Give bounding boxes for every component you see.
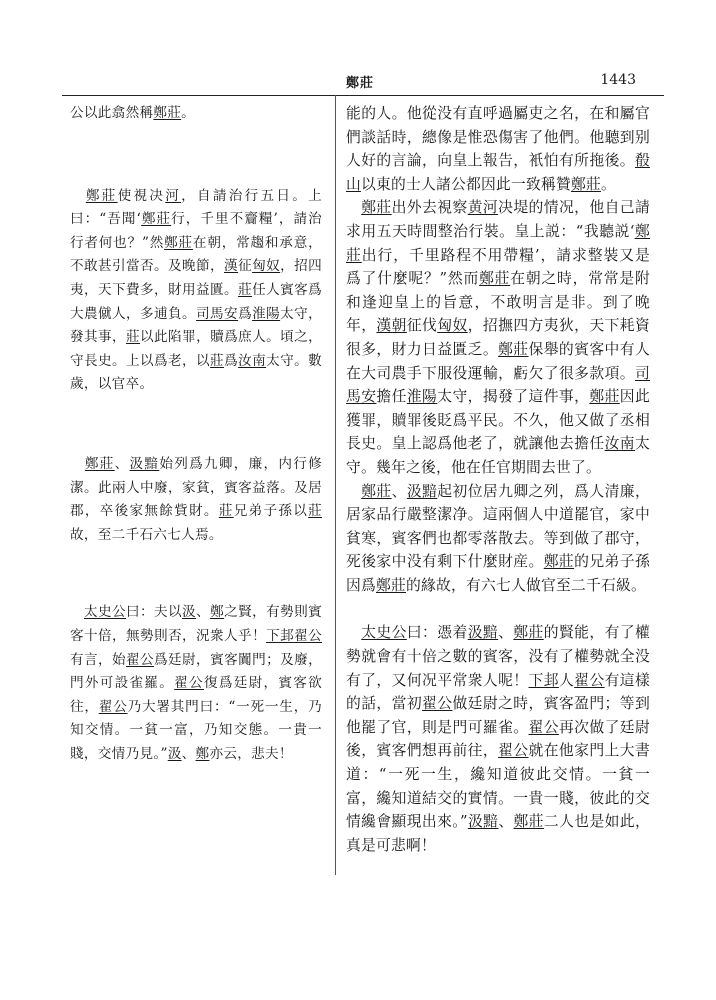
text-run (70, 188, 86, 204)
translation-paragraph-4 (346, 621, 650, 857)
text-run: 有這樣的話，當初 (346, 671, 650, 713)
proper-name: 鄭莊 (361, 482, 392, 500)
classical-paragraph-3 (70, 453, 322, 547)
proper-name: 鄭 (210, 604, 225, 621)
proper-name: 漢 (224, 258, 239, 275)
text-run: 决堤的情况，他自己請求用五天時間整治行裝。皇上説：“我聽説‘ (346, 199, 650, 240)
proper-name: 汲黯 (467, 813, 499, 831)
proper-name: 淮陽 (252, 305, 281, 322)
text-run: 、 (196, 604, 211, 621)
proper-name: 太史公 (361, 624, 407, 642)
text-run: 征 (238, 258, 253, 275)
translation-paragraph-2 (346, 196, 650, 479)
text-run: 人 (558, 671, 575, 689)
text-run: 爲 (238, 305, 253, 322)
text-run: ，自請治行五日。上曰：“吾聞‘ (70, 187, 322, 228)
text-run: 再次做了廷尉後，賓客們想再前往， (346, 718, 651, 760)
page-number: 1443 (600, 72, 636, 88)
proper-name: 漢朝 (376, 317, 407, 335)
translation-paragraph-1 (346, 102, 650, 196)
proper-name: 莊 (238, 281, 253, 298)
proper-name: 黄河 (467, 199, 499, 217)
column-divider (335, 95, 336, 875)
proper-name: 鄭莊 (85, 187, 118, 204)
proper-name: 汝南 (604, 435, 635, 453)
text-run: 能的人。他從没有直呼過屬吏之名，在和屬官們談話時，總像是惟恐傷害了他們。他聽到别人好的言論，向皇上報告，衹怕有所拖後。 (346, 105, 650, 170)
proper-name: 鄭莊 (346, 222, 650, 264)
text-run: ，招四夷，天下費多，財用益匱。 (70, 258, 322, 298)
paragraph-gap (346, 597, 650, 621)
text-run: 亦云，悲夫！ (209, 745, 293, 762)
proper-name: 汲 (167, 745, 182, 762)
text-run: 有言，始 (70, 651, 127, 668)
text-run: 以此陷罪，贖爲庶人。頃之，守長史。上以爲老，以 (70, 329, 322, 369)
text-run: 太守，揭發了這件事， (437, 388, 590, 406)
proper-name: 鄭莊 (84, 455, 115, 472)
classical-paragraph-4 (70, 601, 322, 766)
text-run: ，招撫四方夷狄，天下耗資很多，財力日益匱乏。 (346, 317, 650, 358)
proper-name: 汲 (182, 604, 197, 621)
text-run (346, 624, 361, 641)
text-run: 在朝，常趨和承意，不敢甚引當否。及晚節， (70, 234, 322, 275)
proper-name: 汲黯 (406, 482, 438, 500)
text-run (346, 483, 361, 500)
proper-name: 翟公 (294, 627, 322, 644)
text-run: 、 (114, 455, 130, 472)
text-run (346, 199, 361, 216)
proper-name: 翟公 (528, 718, 559, 736)
text-run: 做廷尉之時，賓客盈門；等到他罷了官，則是門可羅雀。 (346, 695, 650, 736)
proper-name: 汝南 (238, 352, 267, 369)
text-run: 任人賓客爲大農僦人，多逋負。 (70, 281, 322, 322)
text-run: 故，至二千石六七人焉。 (70, 526, 223, 543)
text-run: 以東的士人諸公都因此一致稱贊 (361, 175, 571, 193)
proper-name: 翟公 (126, 651, 155, 668)
text-run (70, 456, 85, 472)
text-run: 保舉的賓客中有人在大司農手下服役運輸，虧欠了很多款項。 (346, 340, 650, 382)
running-title: 鄭莊 (346, 76, 375, 91)
proper-name: 鄭莊 (513, 624, 544, 642)
proper-name: 鄭莊 (513, 813, 544, 831)
proper-name: 淮陽 (406, 388, 438, 406)
text-run: 、 (391, 482, 407, 500)
text-run: 之賢，有勢則賓客十倍，無勢則否，況衆人乎！ (70, 604, 323, 644)
proper-name: 翟公 (174, 675, 204, 692)
proper-name: 鄭 (195, 745, 210, 762)
text-run: 太守。幾年之後，他在任官期間去世了。 (346, 435, 650, 476)
proper-name: 翟公 (574, 671, 605, 689)
proper-name: 鄭莊 (376, 576, 406, 594)
proper-name: 鄭莊 (543, 553, 575, 571)
classical-paragraph-1 (70, 102, 322, 126)
text-run: 、 (181, 745, 196, 762)
paragraph-gap (70, 126, 322, 185)
proper-name: 鄭莊 (498, 340, 529, 358)
text-run: 爲 (224, 352, 239, 369)
text-run: 公以此翕然稱 (70, 105, 154, 121)
text-run: 出行，千里路程不用帶糧’，請求整裝又是爲了什麼呢？”然而 (346, 246, 650, 288)
classical-text-column (70, 102, 322, 766)
text-run: 在朝之時，常常是附和逢迎皇上的旨意，不敢明言是非。到了晚年， (346, 270, 650, 335)
text-run: 就在他家門上大書道：“一死一生，纔知道彼此交情。一貧一富，纔知道結交的實情。一貴一賤，彼此的交情纔會顯現出來。” (346, 742, 650, 831)
paragraph-gap (70, 397, 322, 453)
text-run: 出外去視察 (391, 199, 468, 217)
proper-name: 莊 (218, 503, 234, 520)
text-run: 行，千里不齎糧’，請治行者何也？”然 (70, 211, 322, 251)
translation-column (346, 102, 650, 857)
text-run: 使視决 (117, 187, 166, 204)
proper-name: 鄭莊 (570, 175, 601, 193)
text-run: 太守。數歲，以官卒。 (70, 352, 322, 393)
text-run: 爲廷尉，賓客闐門；及廢，門外可設雀羅。 (70, 651, 322, 692)
text-run: 復爲廷尉，賓客欲往， (70, 675, 322, 715)
proper-name: 鄭莊 (589, 388, 620, 406)
proper-name: 汲黯 (129, 455, 160, 472)
proper-name: 下邽 (528, 671, 559, 689)
text-run: 、 (498, 624, 514, 642)
page-header (60, 70, 676, 94)
text-run: 。 (600, 175, 616, 193)
classical-paragraph-2 (70, 185, 322, 397)
text-run: 始列爲九卿，廉，内行修潔。此兩人中廢，家貧，賓客益落。及居郡，卒後家無餘貲財。 (70, 455, 322, 520)
proper-name: 鄭莊 (164, 234, 193, 251)
text-run: 的賢能，有了權勢就會有十倍之數的賓客，没有了權勢就全没有了，又何况平常衆人呢！ (346, 624, 650, 689)
translation-paragraph-3 (346, 480, 650, 598)
text-run: 起初位居九卿之列，爲人清廉，居家品行嚴整潔净。這兩個人中道罷官，家中貧寒，賓客們也都零落散去。等到做了郡守，死後家中没有剩下什麼財産。 (346, 482, 650, 571)
proper-name: 翟公 (422, 695, 453, 713)
header-rule (62, 95, 664, 96)
proper-name: 鄭莊 (479, 270, 511, 288)
proper-name: 翟公 (498, 742, 529, 760)
proper-name: 鄭莊 (153, 105, 182, 121)
paragraph-gap (70, 547, 322, 601)
text-run: 的兄弟子孫因爲 (346, 553, 650, 594)
proper-name: 匈奴 (252, 258, 281, 275)
proper-name: 翟公 (98, 698, 128, 715)
proper-name: 莊 (308, 503, 323, 520)
text-run: 乃大署其門曰：“一死一生，乃知交情。一貧一富，乃知交態。一貴一賤，交情乃見。” (70, 698, 322, 762)
text-run (70, 604, 84, 620)
text-run: 、 (498, 813, 514, 831)
proper-name: 匈奴 (437, 317, 468, 335)
text-run: 太守，發其事， (70, 305, 322, 346)
proper-name: 汲黯 (467, 624, 499, 642)
text-run: 擔任 (376, 388, 407, 406)
proper-name: 鄭莊 (361, 199, 392, 217)
proper-name: 河 (165, 187, 182, 204)
text-run: 兄弟子孫以 (233, 503, 309, 520)
proper-name: 莊 (126, 329, 141, 346)
text-run: 曰：夫以 (126, 604, 183, 621)
text-run: 曰：憑着 (406, 624, 468, 642)
text-run: 的緣故，有六七人做官至二千石級。 (406, 576, 646, 594)
proper-name: 殽山 (346, 152, 650, 193)
proper-name: 太史公 (84, 604, 127, 621)
proper-name: 司馬安 (196, 305, 239, 322)
proper-name: 下邽 (266, 627, 295, 644)
text-run: 征伐 (406, 317, 438, 335)
proper-name: 莊 (210, 352, 225, 369)
text-run: 二人也是如此，真是可悲啊！ (346, 813, 651, 854)
proper-name: 鄭莊 (141, 211, 172, 228)
text-run: 。 (181, 105, 196, 121)
proper-name: 司馬安 (346, 364, 650, 406)
text-run: 因此獲罪，贖罪後貶爲平民。不久，他又做了丞相長史。皇上認爲他老了，就讓他去擔任 (346, 388, 650, 453)
